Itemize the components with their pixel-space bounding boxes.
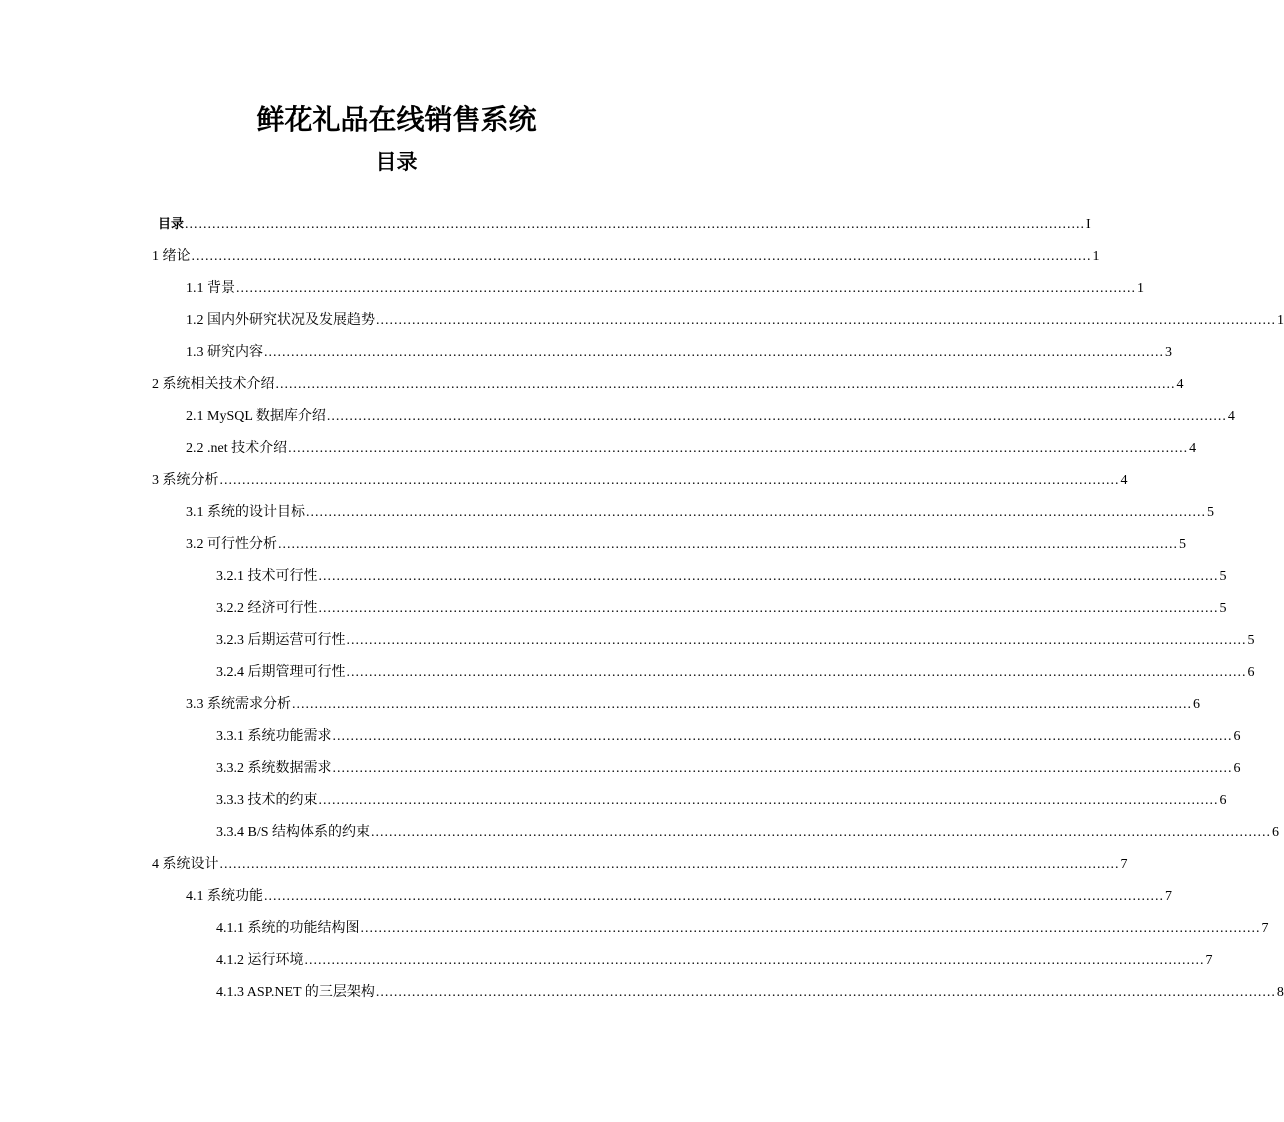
dot-leader: ........................................................................................................................................................................................................ bbox=[326, 409, 1227, 424]
dot-leader: ........................................................................................................................................................................................................ bbox=[185, 217, 1086, 232]
toc-entry-page: 8 bbox=[1276, 985, 1284, 1000]
dot-leader: ........................................................................................................................................................................................................ bbox=[191, 249, 1092, 264]
dot-leader: ........................................................................................................................................................................................................ bbox=[264, 345, 1164, 360]
toc-entry-3-2-3[interactable] bbox=[216, 624, 1255, 650]
toc-entry-label: 1.3 研究内容 bbox=[186, 345, 263, 360]
dot-leader: ........................................................................................................................................................................................................ bbox=[306, 505, 1206, 520]
toc-entry-page: 4 bbox=[1120, 473, 1128, 488]
toc-entry-3-2-1[interactable] bbox=[216, 560, 1227, 586]
dot-leader: ........................................................................................................................................................................................................ bbox=[318, 601, 1219, 616]
dot-leader: ........................................................................................................................................................................................................ bbox=[304, 953, 1205, 968]
toc-entry-page: I bbox=[1086, 217, 1091, 232]
toc-entry-page: 7 bbox=[1165, 889, 1172, 904]
dot-leader: ........................................................................................................................................................................................................ bbox=[318, 569, 1219, 584]
toc-entry-1-3[interactable] bbox=[186, 336, 1172, 362]
toc-entry-page: 6 bbox=[1219, 793, 1227, 808]
toc-entry-page: 5 bbox=[1179, 537, 1186, 552]
toc-entry-4-1-1[interactable] bbox=[216, 912, 1269, 938]
toc-entry-label: 2.1 MySQL 数据库介绍 bbox=[186, 409, 326, 424]
toc-entry-3-2[interactable] bbox=[186, 528, 1186, 554]
toc-entry-2-1[interactable] bbox=[186, 400, 1235, 426]
toc-entry-page: 7 bbox=[1261, 921, 1269, 936]
toc-entry-1-1[interactable] bbox=[186, 272, 1144, 298]
toc-entry-label: 1.2 国内外研究状况及发展趋势 bbox=[186, 313, 375, 328]
dot-leader: ........................................................................................................................................................................................................ bbox=[236, 281, 1136, 296]
toc-entry-page: 4 bbox=[1227, 409, 1235, 424]
toc-entry-page: 5 bbox=[1219, 569, 1227, 584]
toc-entry-label: 3.3.2 系统数据需求 bbox=[216, 761, 332, 776]
toc-entry-3-2-4[interactable] bbox=[216, 656, 1255, 682]
toc-entry-3-3-3[interactable] bbox=[216, 784, 1227, 810]
dot-leader: ........................................................................................................................................................................................................ bbox=[360, 921, 1261, 936]
toc-entry-page: 3 bbox=[1165, 345, 1172, 360]
toc-entry-3-3-2[interactable] bbox=[216, 752, 1241, 778]
toc-entry-toc[interactable] bbox=[158, 208, 1091, 234]
toc-entry-4-1-3[interactable] bbox=[216, 976, 1284, 1002]
toc-entry-label: 4.1.3 ASP.NET 的三层架构 bbox=[216, 985, 375, 1000]
dot-leader: ........................................................................................................................................................................................................ bbox=[318, 793, 1219, 808]
toc-entry-label: 3 系统分析 bbox=[152, 473, 219, 488]
toc-entry-1[interactable] bbox=[152, 240, 1100, 266]
toc-entry-page: 1 bbox=[1277, 313, 1284, 328]
toc-entry-page: 6 bbox=[1233, 761, 1241, 776]
document-title: 鲜花礼品在线销售系统 bbox=[256, 103, 537, 136]
toc-entry-page: 5 bbox=[1219, 601, 1227, 616]
toc-entry-label: 3.2 可行性分析 bbox=[186, 537, 277, 552]
toc-entry-3-2-2[interactable] bbox=[216, 592, 1227, 618]
toc-heading: 目录 bbox=[375, 150, 418, 174]
toc-entry-page: 4 bbox=[1189, 441, 1197, 456]
dot-leader: ........................................................................................................................................................................................................ bbox=[346, 633, 1247, 648]
toc-entry-4-1[interactable] bbox=[186, 880, 1172, 906]
toc-entry-label: 3.3.3 技术的约束 bbox=[216, 793, 318, 808]
toc-entry-page: 1 bbox=[1092, 249, 1100, 264]
toc-entry-3-3-1[interactable] bbox=[216, 720, 1241, 746]
toc-entry-page: 1 bbox=[1137, 281, 1144, 296]
toc-entry-label: 1.1 背景 bbox=[186, 281, 235, 296]
dot-leader: ........................................................................................................................................................................................................ bbox=[376, 313, 1276, 328]
toc-entry-page: 6 bbox=[1247, 665, 1255, 680]
dot-leader: ........................................................................................................................................................................................................ bbox=[292, 697, 1192, 712]
dot-leader: ........................................................................................................................................................................................................ bbox=[288, 441, 1189, 456]
toc-entry-3[interactable] bbox=[152, 464, 1128, 490]
dot-leader: ........................................................................................................................................................................................................ bbox=[375, 985, 1276, 1000]
toc-entry-label: 3.2.2 经济可行性 bbox=[216, 601, 318, 616]
toc-entry-label: 4 系统设计 bbox=[152, 857, 219, 872]
toc-entry-page: 5 bbox=[1247, 633, 1255, 648]
toc-entry-label: 3.2.4 后期管理可行性 bbox=[216, 665, 346, 680]
dot-leader: ........................................................................................................................................................................................................ bbox=[332, 761, 1233, 776]
toc-entry-page: 6 bbox=[1233, 729, 1241, 744]
dot-leader: ........................................................................................................................................................................................................ bbox=[332, 729, 1233, 744]
toc-entry-label: 目录 bbox=[158, 217, 185, 232]
toc-entry-page: 7 bbox=[1120, 857, 1128, 872]
toc-entry-label: 3.3.1 系统功能需求 bbox=[216, 729, 332, 744]
dot-leader: ........................................................................................................................................................................................................ bbox=[275, 377, 1176, 392]
toc-entry-2-2[interactable] bbox=[186, 432, 1197, 458]
toc-entry-label: 3.3.4 B/S 结构体系的约束 bbox=[216, 825, 371, 840]
toc-entry-4[interactable] bbox=[152, 848, 1128, 874]
toc-entry-label: 4.1.1 系统的功能结构图 bbox=[216, 921, 360, 936]
toc-entry-page: 5 bbox=[1207, 505, 1214, 520]
dot-leader: ........................................................................................................................................................................................................ bbox=[219, 857, 1120, 872]
dot-leader: ........................................................................................................................................................................................................ bbox=[264, 889, 1164, 904]
toc-entry-3-1[interactable] bbox=[186, 496, 1214, 522]
toc-entry-label: 4.1 系统功能 bbox=[186, 889, 263, 904]
toc-entry-label: 3.3 系统需求分析 bbox=[186, 697, 291, 712]
toc-entry-page: 6 bbox=[1193, 697, 1200, 712]
dot-leader: ........................................................................................................................................................................................................ bbox=[371, 825, 1272, 840]
dot-leader: ........................................................................................................................................................................................................ bbox=[219, 473, 1120, 488]
toc-entry-label: 4.1.2 运行环境 bbox=[216, 953, 304, 968]
toc-entry-page: 4 bbox=[1176, 377, 1184, 392]
dot-leader: ........................................................................................................................................................................................................ bbox=[278, 537, 1178, 552]
toc-entry-2[interactable] bbox=[152, 368, 1184, 394]
toc-entry-page: 7 bbox=[1205, 953, 1213, 968]
toc-entry-label: 3.2.1 技术可行性 bbox=[216, 569, 318, 584]
toc-entry-label: 2.2 .net 技术介绍 bbox=[186, 441, 288, 456]
toc-entry-label: 2 系统相关技术介绍 bbox=[152, 377, 275, 392]
toc-entry-1-2[interactable] bbox=[186, 304, 1284, 330]
toc-entry-label: 1 绪论 bbox=[152, 249, 191, 264]
toc-entry-label: 3.2.3 后期运营可行性 bbox=[216, 633, 346, 648]
toc-entry-3-3[interactable] bbox=[186, 688, 1200, 714]
toc-entry-4-1-2[interactable] bbox=[216, 944, 1213, 970]
toc-entry-label: 3.1 系统的设计目标 bbox=[186, 505, 305, 520]
toc-entry-page: 6 bbox=[1272, 825, 1280, 840]
toc-entry-3-3-4[interactable] bbox=[216, 816, 1280, 842]
dot-leader: ........................................................................................................................................................................................................ bbox=[346, 665, 1247, 680]
